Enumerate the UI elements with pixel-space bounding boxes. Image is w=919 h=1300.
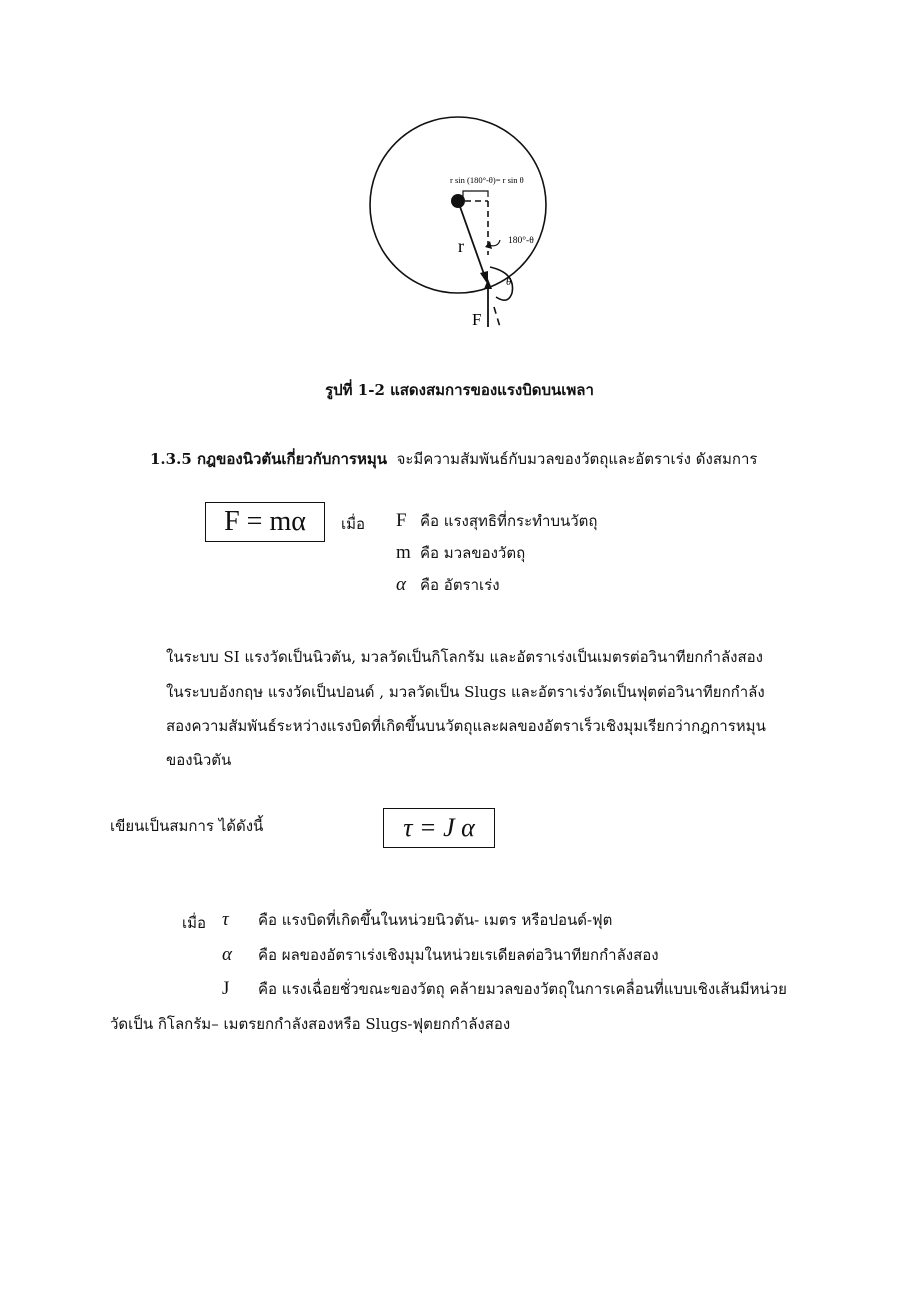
eq1-def-symbol: F bbox=[396, 510, 407, 531]
extension-dashed bbox=[494, 307, 500, 327]
eq1-def-symbol: m bbox=[396, 542, 411, 563]
equation-box-f-ma bbox=[205, 502, 325, 542]
eq1-def-row bbox=[396, 573, 500, 597]
write-as-text: เขียนเป็นสมการ ได้ดังนี้ bbox=[110, 817, 264, 835]
paragraph-line: สองความสัมพันธ์ระหว่างแรงบิดที่เกิดขึ้นบนวัตถุและผลของอัตราเร็วเชิงมุมเรียกว่ากฎการหมุน bbox=[166, 717, 766, 735]
eq2-def-row bbox=[222, 908, 612, 932]
eq1-def-text: คือ แรงสุทธิที่กระทำบนวัตถุ bbox=[420, 512, 598, 530]
equation-tau-j-alpha: τ = J α bbox=[403, 813, 475, 842]
label-180-theta: 180°-θ bbox=[508, 236, 534, 246]
eq2-def-text: คือ แรงบิดที่เกิดขึ้นในหน่วยนิวตัน- เมตร หรือปอนด์-ฟุต bbox=[258, 911, 613, 929]
label-rsin: r sin (180°-θ)= r sin θ bbox=[450, 175, 524, 185]
eq2-when: เมื่อ bbox=[182, 914, 207, 932]
eq1-def-row bbox=[396, 509, 597, 533]
eq2-def-symbol: α bbox=[222, 944, 232, 965]
section-text: จะมีความสัมพันธ์กับมวลของวัตถุและอัตราเร่ง ดังสมการ bbox=[396, 450, 758, 468]
eq2-continuation: วัดเป็น กิโลกรัม– เมตรยกกำลังสองหรือ Slugs-ฟุตยกกำลังสอง bbox=[110, 1015, 511, 1033]
eq1-def-symbol: α bbox=[396, 574, 406, 595]
label-r: r bbox=[458, 236, 464, 256]
torque-diagram bbox=[340, 95, 570, 345]
eq2-def-text: คือ ผลของอัตราเร่งเชิงมุมในหน่วยเรเดียลต่อวินาทียกกำลังสอง bbox=[258, 946, 659, 964]
eq2-def-row bbox=[222, 943, 659, 967]
figure-caption: รูปที่ 1-2 แสดงสมการของแรงบิดบนเพลา bbox=[325, 381, 594, 399]
eq2-def-text: คือ แรงเฉื่อยชั่วขณะของวัตถุ คล้ายมวลของวัตถุในการเคลื่อนที่แบบเชิงเส้นมีหน่วย bbox=[258, 980, 787, 998]
label-F: F bbox=[472, 310, 482, 329]
eq2-def-row bbox=[222, 977, 787, 1001]
eq1-def-row bbox=[396, 541, 525, 565]
equation-f-ma: F = mα bbox=[224, 506, 306, 537]
eq1-def-text: คือ มวลของวัตถุ bbox=[420, 544, 526, 562]
eq2-def-symbol: J bbox=[222, 978, 230, 999]
paragraph-line: ในระบบ SI แรงวัดเป็นนิวตัน, มวลวัดเป็นกิโลกรัม และอัตราเร่งเป็นเมตรต่อวินาทียกกำลังสอง bbox=[166, 648, 763, 666]
paragraph-line: ของนิวตัน bbox=[166, 751, 232, 769]
section-heading: 1.3.5 กฎของนิวตันเกี่ยวกับการหมุน bbox=[150, 450, 388, 468]
eq1-when: เมื่อ bbox=[341, 515, 366, 533]
eq1-def-text: คือ อัตราเร่ง bbox=[420, 576, 500, 594]
label-theta: θ bbox=[506, 276, 512, 288]
section-1-3-5 bbox=[150, 447, 757, 471]
paragraph-line: ในระบบอังกฤษ แรงวัดเป็นปอนด์ , มวลวัดเป็น Slugs และอัตราเร่งวัดเป็นฟุตต่อวินาทียกกำลัง bbox=[166, 683, 765, 701]
equation-box-tau-j-alpha bbox=[383, 808, 495, 848]
bracket bbox=[463, 191, 488, 197]
eq2-def-symbol: τ bbox=[222, 909, 229, 930]
